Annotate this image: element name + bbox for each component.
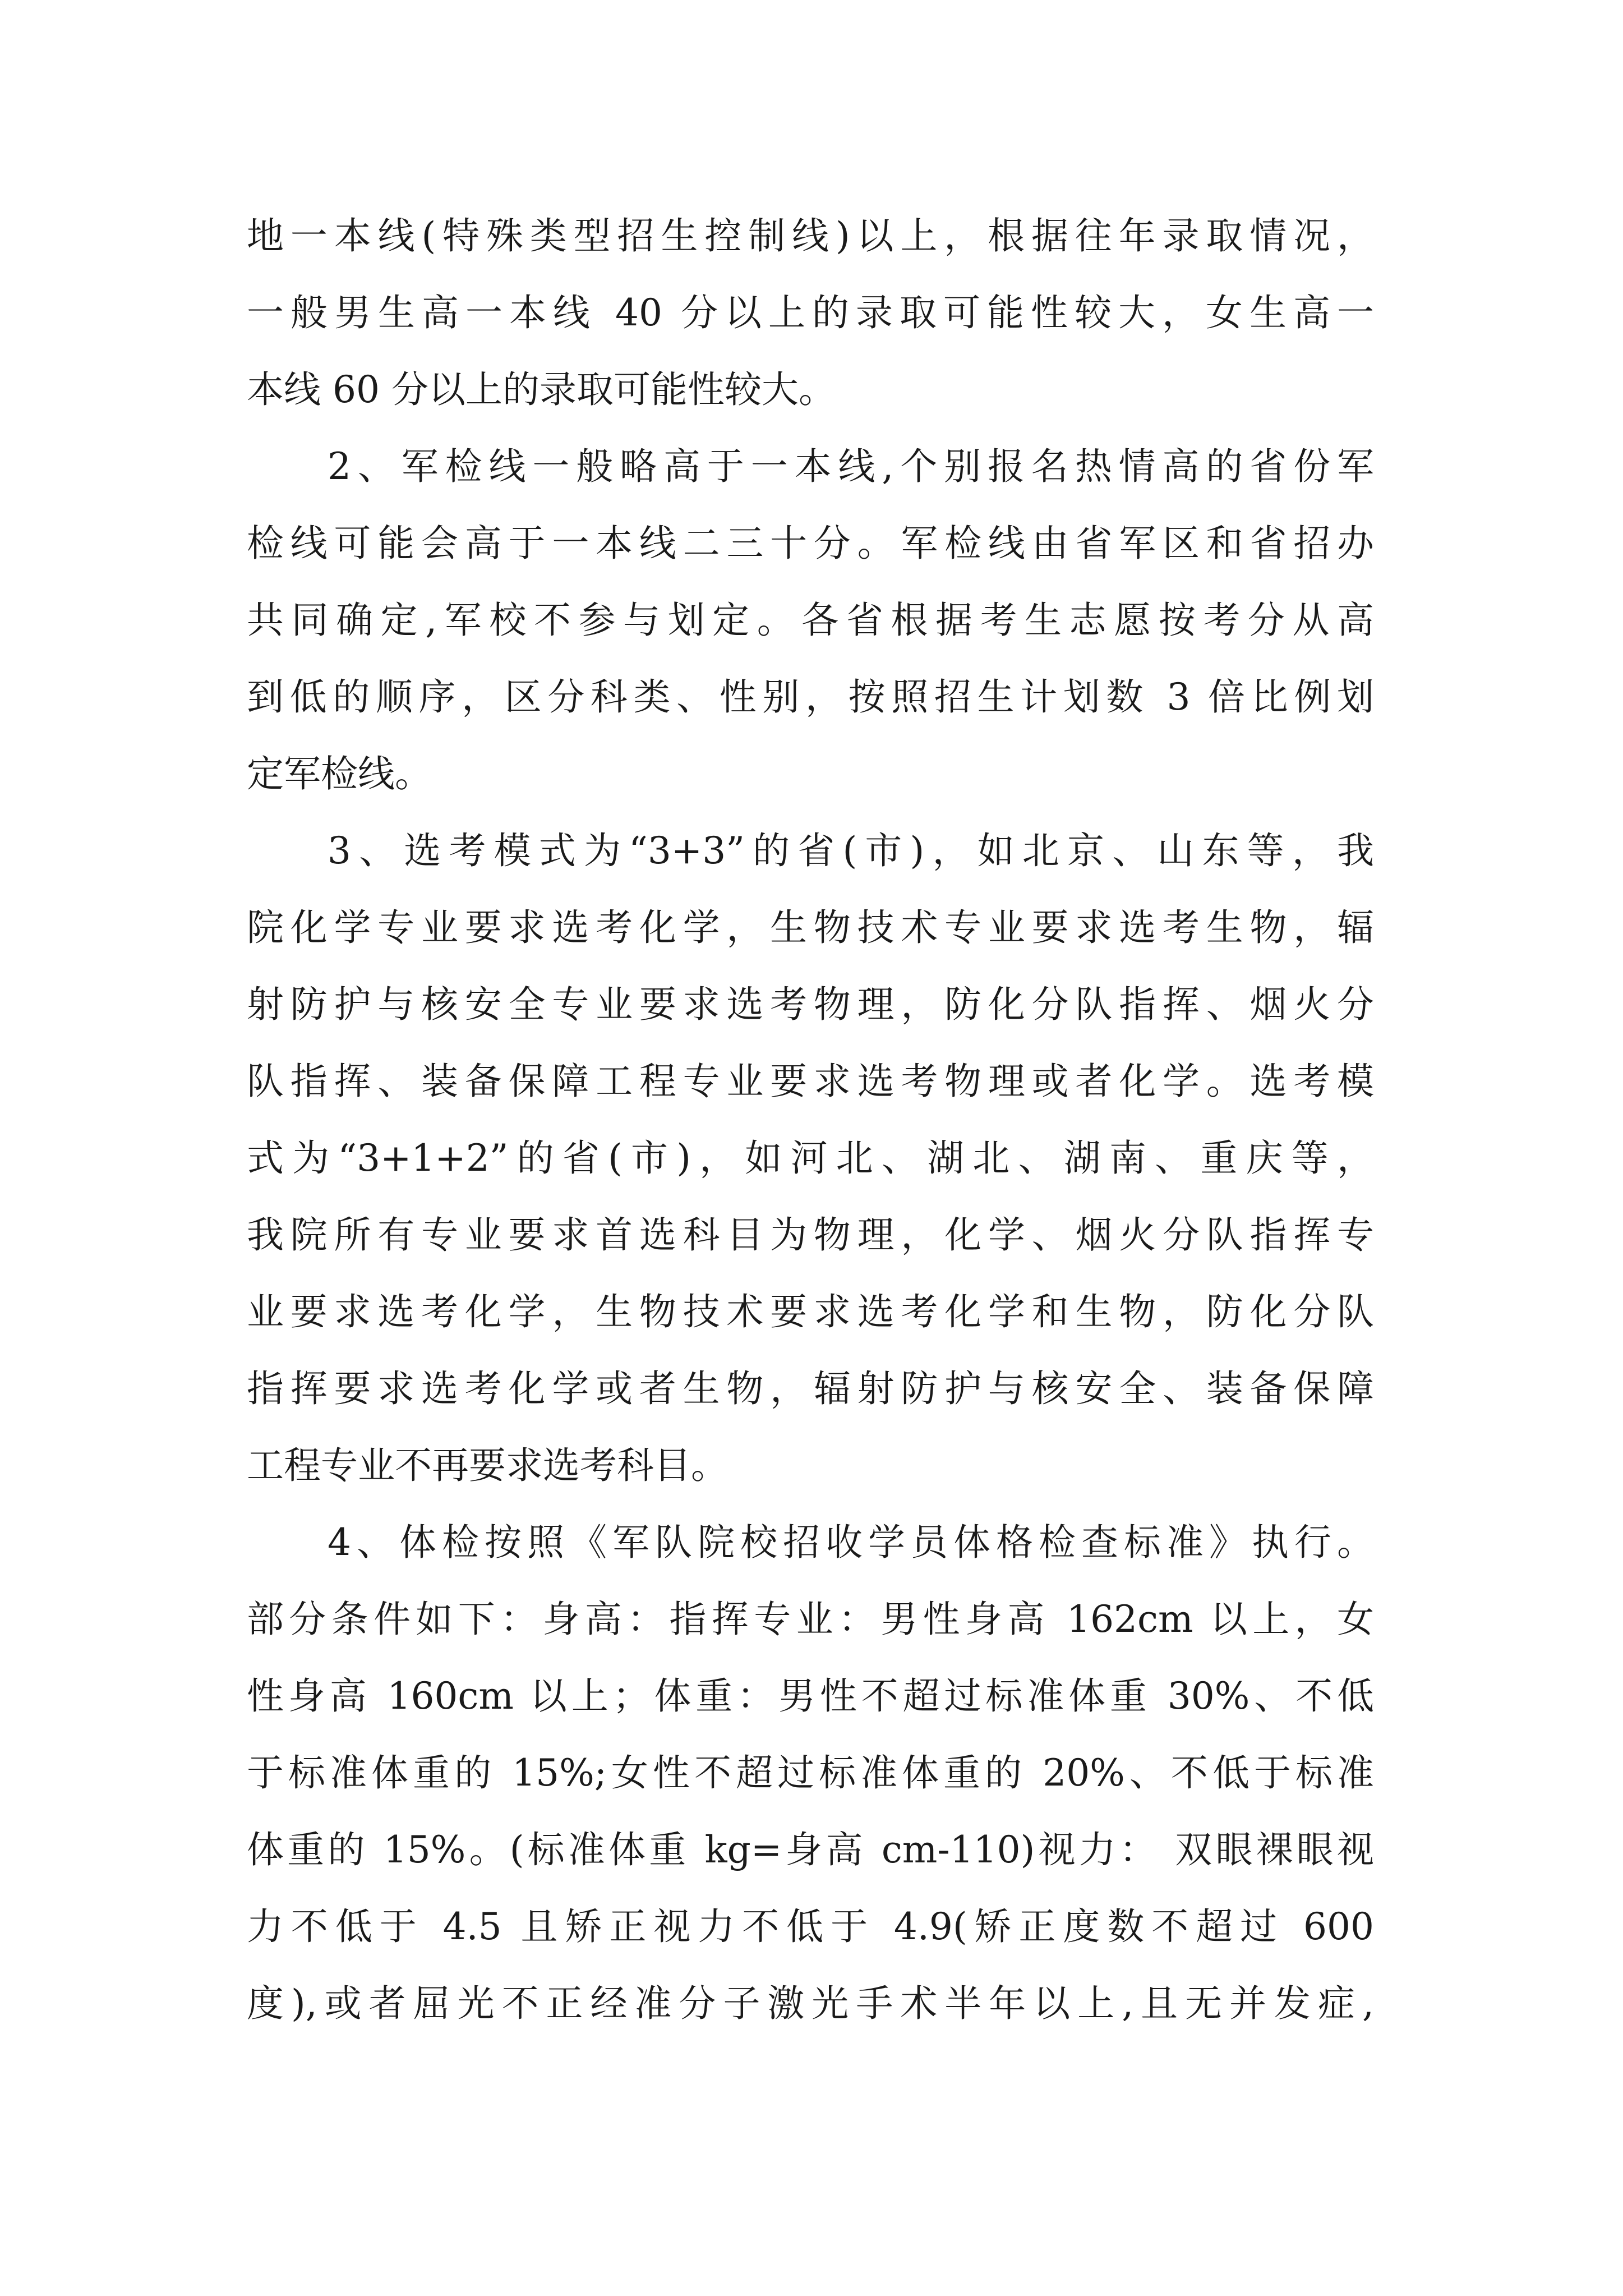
text-line: 地一本线(特殊类型招生控制线)以上，根据往年录取情况， [247,214,1374,257]
text-line: 业要求选考化学，生物技术要求选考化学和生物，防化分队 [247,1290,1374,1333]
text-line: 我院所有专业要求首选科目为物理，化学、烟火分队指挥专 [247,1213,1374,1257]
text-line: 工程专业不再要求选考科目。 [247,1444,728,1487]
text-line: 院化学专业要求选考化学，生物技术专业要求选考生物，辐 [247,906,1374,949]
text-line: 于标准体重的 15%;女性不超过标准体重的 20%、不低于标准 [247,1751,1374,1795]
text-line: 体重的 15%。(标准体重 kg=身高 cm-110)视力： 双眼裸眼视 [247,1828,1374,1871]
text-line: 定军检线。 [247,752,432,795]
text-line: 本线 60 分以上的录取可能性较大。 [247,368,836,411]
text-line: 式为“3+1+2”的省(市)，如河北、湖北、湖南、重庆等， [247,1137,1374,1180]
text-line: 4、体检按照《军队院校招收学员体格检查标准》执行。 [328,1521,1374,1564]
text-line: 指挥要求选考化学或者生物，辐射防护与核安全、装备保障 [247,1367,1374,1410]
text-line: 到低的顺序，区分科类、性别，按照招生计划数 3 倍比例划 [247,675,1374,719]
text-line: 部分条件如下：身高：指挥专业：男性身高 162cm 以上，女 [247,1598,1374,1641]
text-line: 3、选考模式为“3+3”的省(市)，如北京、山东等，我 [328,829,1374,872]
text-line: 2、军检线一般略高于一本线,个别报名热情高的省份军 [328,445,1374,488]
document-body [247,197,1374,2042]
text-line: 一般男生高一本线 40 分以上的录取可能性较大，女生高一 [247,291,1374,334]
text-line: 共同确定,军校不参与划定。各省根据考生志愿按考分从高 [247,599,1374,642]
text-line: 度),或者屈光不正经准分子激光手术半年以上,且无并发症, [247,1982,1374,2025]
text-line: 检线可能会高于一本线二三十分。军检线由省军区和省招办 [247,522,1374,565]
text-line: 射防护与核安全专业要求选考物理，防化分队指挥、烟火分 [247,983,1374,1026]
text-line: 力不低于 4.5 且矫正视力不低于 4.9(矫正度数不超过 600 [247,1905,1374,1948]
text-line: 性身高 160cm 以上；体重：男性不超过标准体重 30%、不低 [247,1674,1374,1718]
text-line: 队指挥、装备保障工程专业要求选考物理或者化学。选考模 [247,1060,1374,1103]
